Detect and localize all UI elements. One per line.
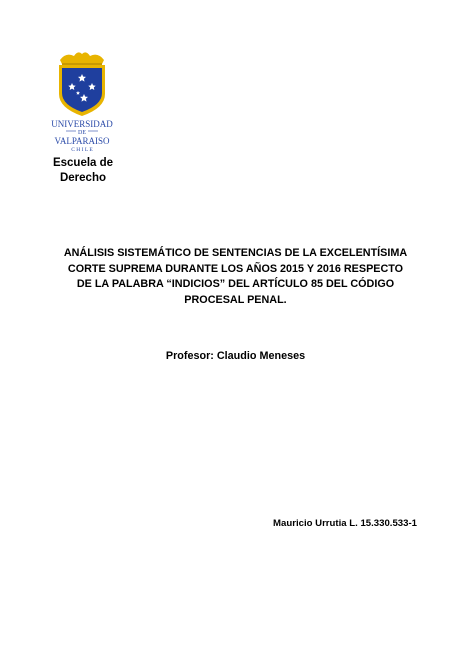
school-name-line2: Derecho	[59, 172, 107, 184]
logo-text-line2: DE	[78, 130, 86, 136]
title-line: DE LA PALABRA “INDICIOS” DEL ARTÍCULO 85 DEL CÓDIGO	[76, 278, 395, 290]
logo-text-line1: UNIVERSIDAD	[51, 119, 113, 129]
logo-text-line3: VALPARAISO	[54, 136, 110, 146]
university-logo	[46, 50, 118, 160]
title-line: ANÁLISIS SISTEMÁTICO DE SENTENCIAS DE LA EXCELENTÍSIMA	[63, 247, 408, 259]
school-name-line1: Escuela de	[52, 157, 114, 169]
professor-line: Profesor: Claudio Meneses	[165, 350, 306, 362]
university-crest-icon	[46, 50, 118, 160]
author-line: Mauricio Urrutia L. 15.330.533-1	[273, 518, 417, 529]
school-name	[40, 156, 126, 186]
title-line: CORTE SUPREMA DURANTE LOS AÑOS 2015 Y 2016 RESPECTO	[67, 262, 404, 275]
logo-text-line4: C H I L E	[71, 147, 93, 153]
title-line: PROCESAL PENAL.	[184, 293, 287, 306]
thesis-title	[40, 246, 431, 308]
